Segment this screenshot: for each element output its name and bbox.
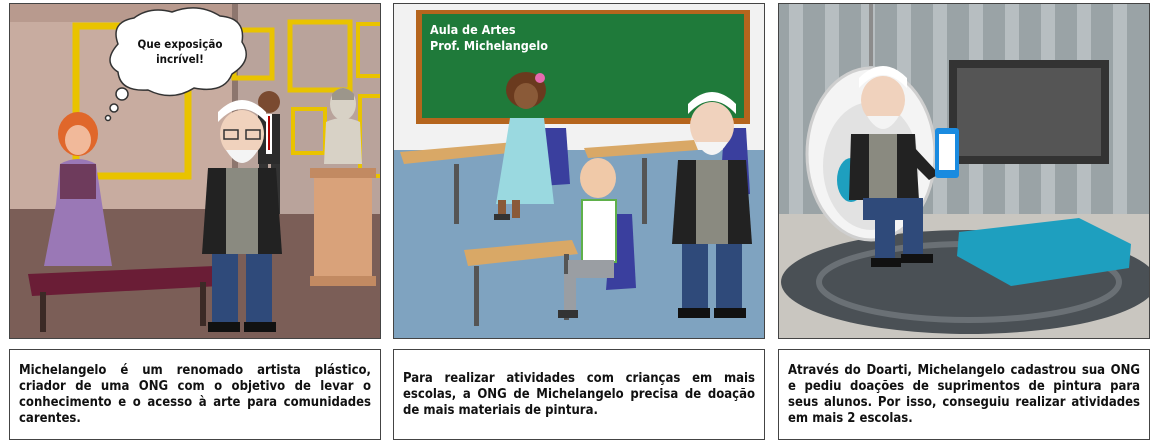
panel-2-illustration: [394, 4, 765, 339]
caption-2: [393, 349, 765, 440]
caption-1-text: Michelangelo é um renomado artista plástico, criador de uma ONG com o objetivo de levar o conhecimento e o acesso à arte para comunidades carentes.: [19, 362, 371, 426]
panel-2: [393, 3, 765, 339]
caption-3-text: Através do Doarti, Michelangelo cadastrou sua ONG e pediu doações de suprimentos de pintura para seus alunos. Por isso, conseguiu realizar atividades em mais 2 escolas.: [788, 362, 1140, 426]
caption-3: [778, 349, 1150, 440]
panel-1-illustration: [10, 4, 381, 339]
pedestal: [314, 174, 372, 282]
panel-3: [778, 3, 1150, 339]
speech-line-1: Que exposição: [137, 37, 223, 51]
panel-3-illustration: [779, 4, 1150, 339]
panel-1: [9, 3, 381, 339]
speech-line-2: incrível!: [156, 52, 204, 66]
caption-2-text: Para realizar atividades com crianças em mais escolas, a ONG de Michelangelo precisa de doação de mais materiais de pintura.: [403, 370, 755, 418]
board-line-1: Aula de Artes: [430, 22, 516, 37]
board-line-2: Prof. Michelangelo: [430, 38, 548, 53]
caption-1: [9, 349, 381, 440]
